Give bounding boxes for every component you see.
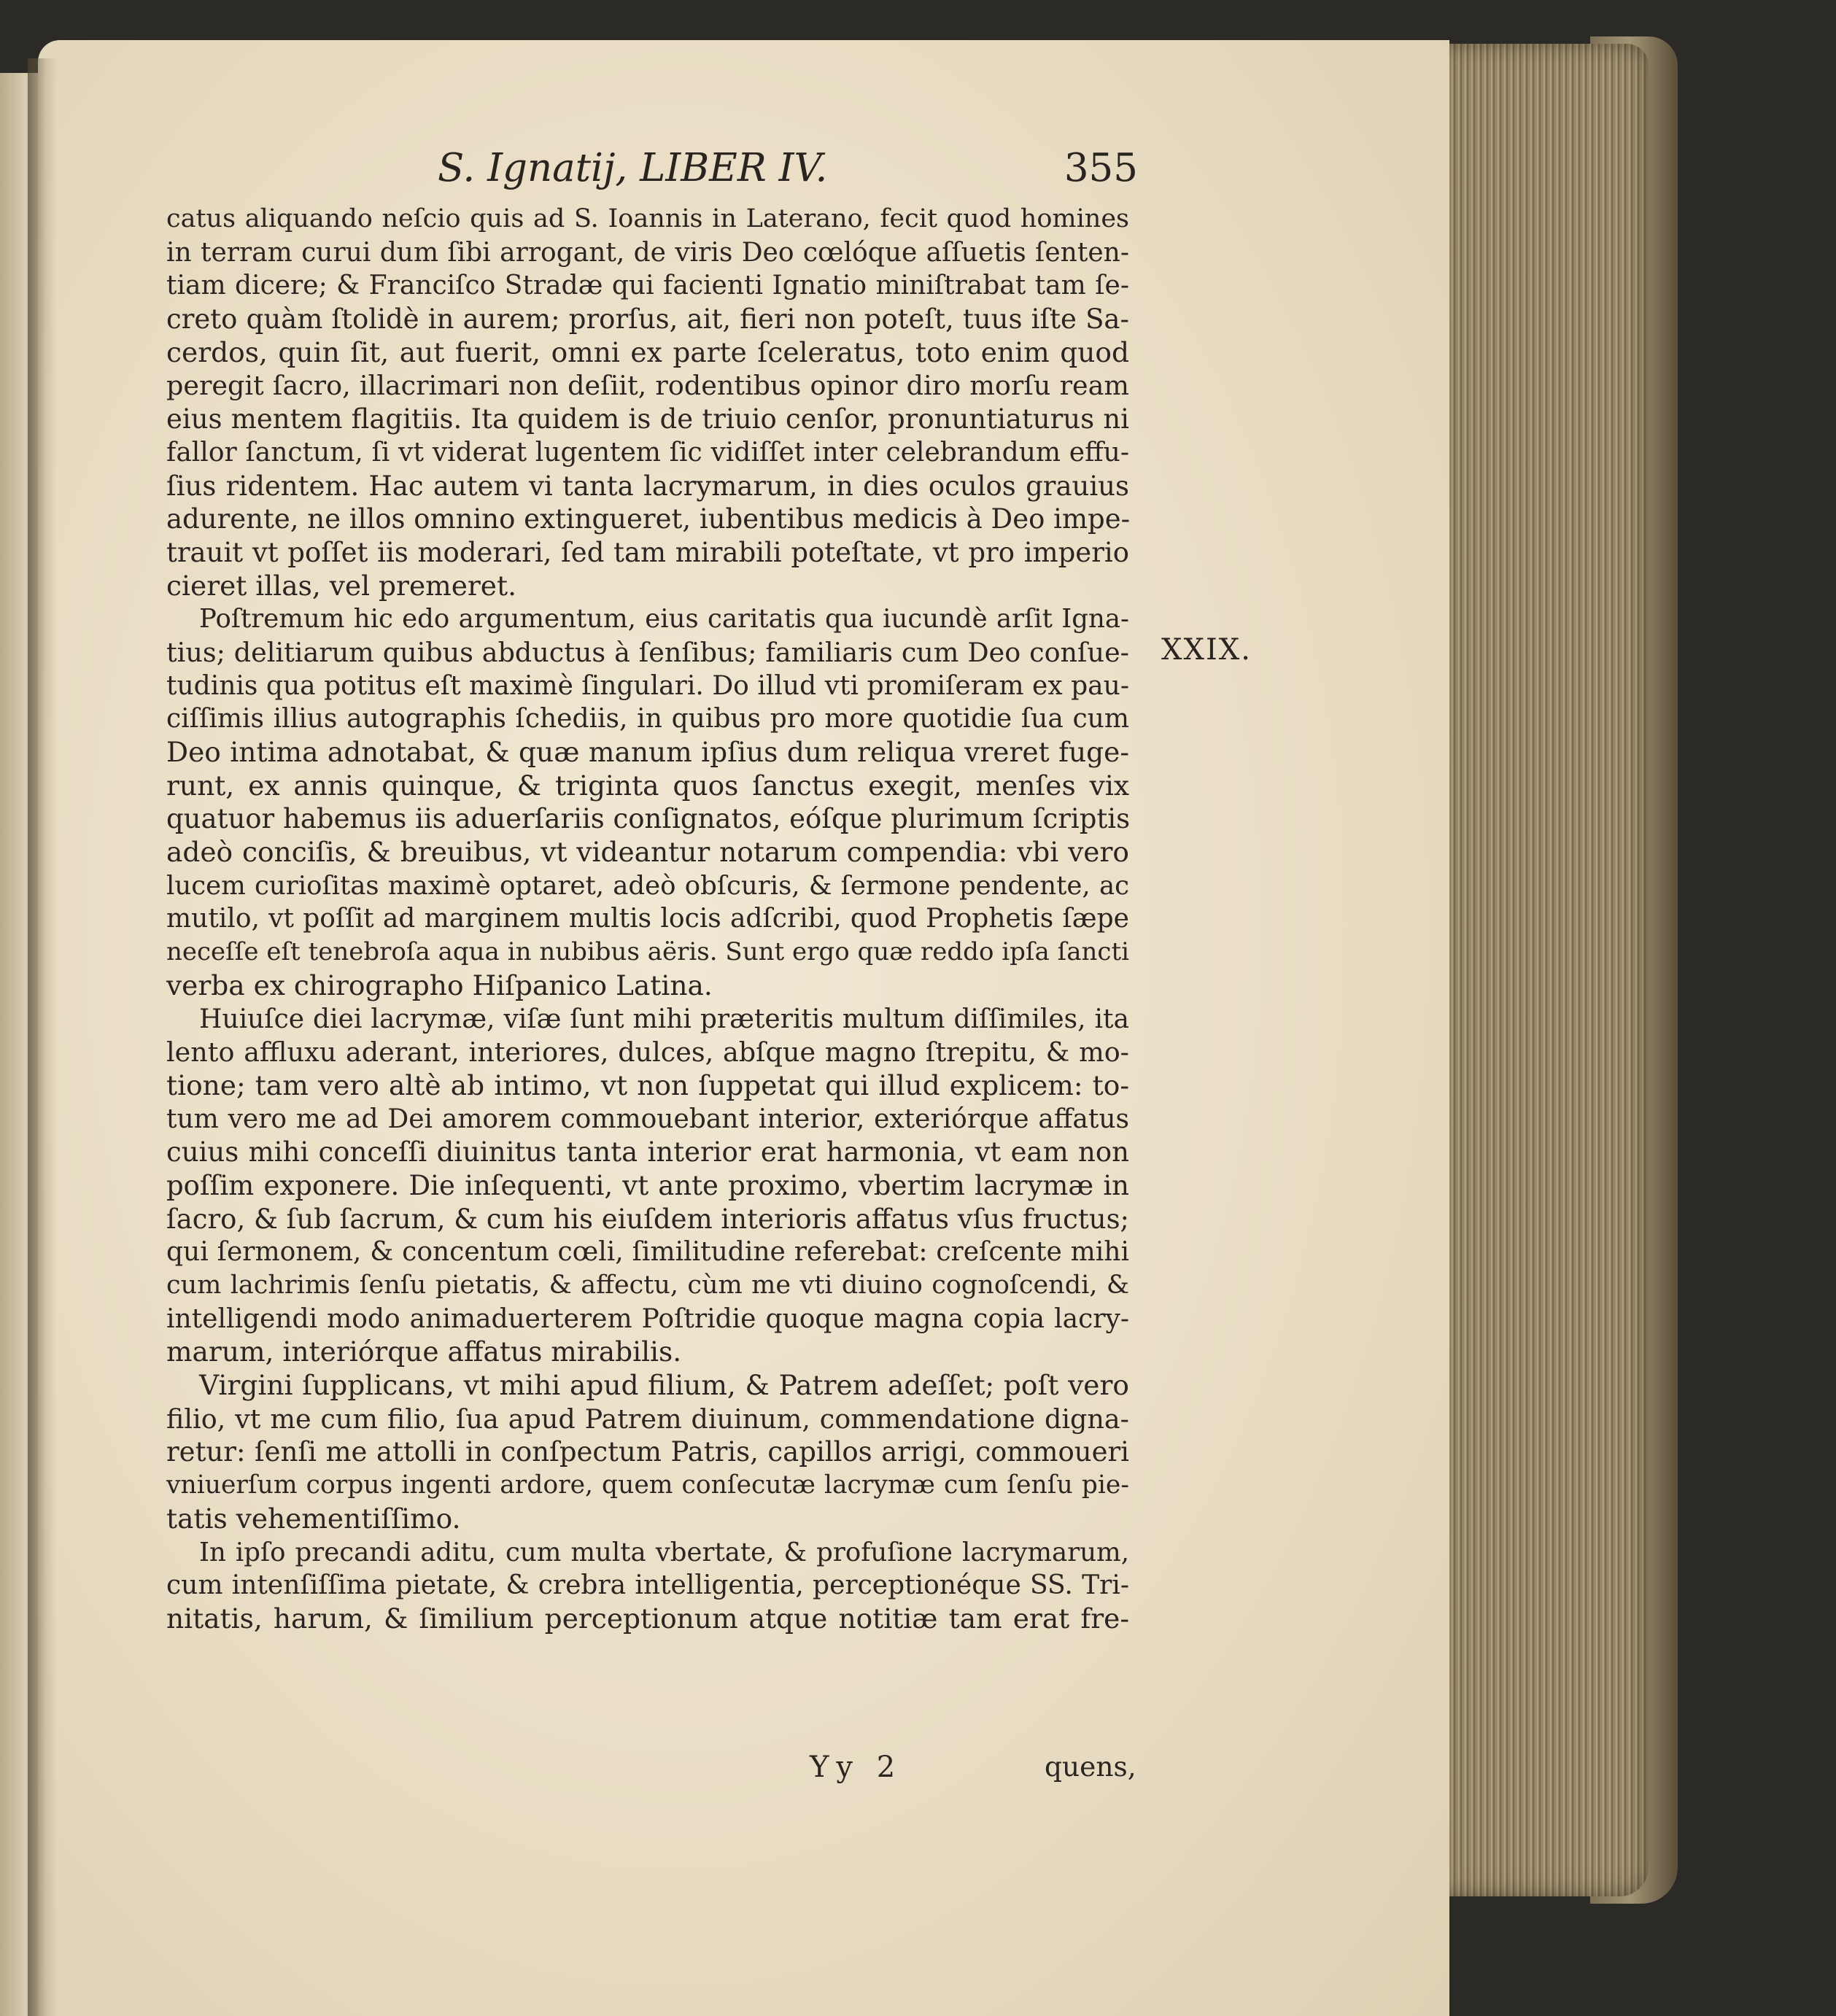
text-line: tum vero me ad Dei amorem commouebant interior, exteriórque affatus bbox=[166, 1104, 1129, 1134]
text-line: quatuor habemus iis aduerſariis conſignatos, eóſque plurimum ſcriptis bbox=[166, 803, 1131, 835]
text-line: tiam dicere; & Franciſco Stradæ qui facienti Ignatio miniſtrabat tam ſe- bbox=[166, 271, 1129, 301]
text-line: filio, vt me cum filio, ſua apud Patrem diuinum, commendatione digna- bbox=[166, 1403, 1129, 1435]
text-line: creto quàm ſtolidè in aurem; prorſus, ait, fieri non poteſt, tuus iſte Sa- bbox=[166, 303, 1129, 336]
text-line: poſſim exponere. Die inſequenti, vt ante proximo, vbertim lacrymæ in bbox=[166, 1169, 1129, 1201]
text-line: qui ſermonem, & concentum cœli, ſimilitudine referebat: creſcente mihi bbox=[166, 1237, 1129, 1268]
text-line: cum intenſiſſima pietate, & crebra intelligentia, perceptionéque SS. Tri- bbox=[166, 1570, 1129, 1601]
text-line: in terram curui dum ſibi arrogant, de viris Deo cœlóque aſſuetis ſenten- bbox=[166, 237, 1129, 268]
text-line: intelligendi modo animaduerterem Poſtridie quoque magna copia lacry- bbox=[166, 1303, 1129, 1334]
text-line: adeò conciſis, & breuibus, vt videantur notarum compendia: vbi vero bbox=[166, 836, 1129, 869]
page-block-edges bbox=[1437, 44, 1649, 1896]
text-line: cieret illas, vel premeret. bbox=[166, 569, 516, 602]
text-line: cum lachrimis ſenſu pietatis, & affectu, cùm me vti diuino cognoſcendi, & bbox=[166, 1271, 1129, 1300]
text-line: adurente, ne illos omnino extingueret, iubentibus medicis à Deo impe- bbox=[166, 503, 1131, 535]
page-number: 355 bbox=[1064, 146, 1138, 190]
catchword: quens, bbox=[1045, 1751, 1136, 1783]
text-line: tudinis qua potitus eſt maximè ſingulari. Do illud vti promiſeram ex pau- bbox=[166, 670, 1129, 701]
text-line: lento affluxu aderant, interiores, dulces, abſque magno ſtrepitu, & mo- bbox=[166, 1036, 1129, 1069]
text-line: Virgini ſupplicans, vt mihi apud filium, & Patrem adeſſet; poſt vero bbox=[199, 1369, 1129, 1402]
text-line: fallor ſanctum, ſi vt viderat lugentem ſic vidiſſet inter celebrandum effu- bbox=[166, 437, 1129, 468]
text-line: ſius ridentem. Hac autem vi tanta lacrymarum, in dies oculos grauius bbox=[166, 470, 1129, 502]
text-line: tione; tam vero altè ab intimo, vt non ſuppetat qui illud explicem: to- bbox=[166, 1069, 1129, 1101]
text-line: mutilo, vt poſſit ad marginem multis locis adſcribi, quod Prophetis ſæpe bbox=[166, 904, 1129, 934]
text-line: ciſſimis illius autographis ſchediis, in quibus pro more quotidie ſua cum bbox=[166, 704, 1129, 734]
text-line: cerdos, quin ſit, aut fuerit, omni ex parte ſceleratus, toto enim quod bbox=[166, 336, 1129, 368]
text-line: trauit vt poſſet iis moderari, ſed tam mirabili poteſtate, vt pro imperio bbox=[166, 536, 1129, 568]
text-line: eius mentem flagitiis. Ita quidem is de triuio cenſor, pronuntiaturus ni bbox=[166, 403, 1129, 435]
text-line: tius; delitiarum quibus abductus à ſenſibus; familiaris cum Deo conſue- bbox=[166, 636, 1129, 668]
text-line: catus aliquando neſcio quis ad S. Ioannis in Laterano, fecit quod homines bbox=[166, 204, 1129, 233]
text-line: neceſſe eſt tenebroſa aqua in nubibus aëris. Sunt ergo quæ reddo ipſa ſancti bbox=[166, 937, 1129, 967]
text-line: retur: ſenſi me attolli in conſpectum Patris, capillos arrigi, commoueri bbox=[166, 1436, 1129, 1468]
text-line: verba ex chirographo Hiſpanico Latina. bbox=[166, 969, 713, 1001]
text-line: nitatis, harum, & ſimilium perceptionum atque notitiæ tam erat fre- bbox=[166, 1602, 1129, 1635]
gutter-shadow bbox=[28, 58, 57, 2016]
text-line: cuius mihi conceſſi diuinitus tanta interior erat harmonia, vt eam non bbox=[166, 1136, 1129, 1168]
text-line: vniuerſum corpus ingenti ardore, quem conſecutæ lacrymæ cum ſenſu pie- bbox=[166, 1470, 1129, 1500]
text-line: runt, ex annis quinque, & triginta quos ſanctus exegit, menſes vix bbox=[166, 769, 1129, 802]
text-line: ſacro, & ſub ſacrum, & cum his eiuſdem interioris affatus vſus fructus; bbox=[166, 1203, 1130, 1235]
text-line: Poſtremum hic edo argumentum, eius caritatis qua iucundè arſit Igna- bbox=[199, 604, 1129, 635]
text-line: peregit ſacro, illacrimari non deſiit, rodentibus opinor diro morſu ream bbox=[166, 370, 1129, 402]
running-title: S. Ignatij, LIBER IV. bbox=[438, 146, 828, 190]
text-line: Deo intima adnotabat, & quæ manum ipſius dum reliqua vreret fuge- bbox=[166, 736, 1129, 768]
text-line: Huiuſce diei lacrymæ, viſæ ſunt mihi præteritis multum diſſimiles, ita bbox=[199, 1004, 1129, 1034]
text-line: marum, interiórque affatus mirabilis. bbox=[166, 1335, 682, 1368]
text-line: In ipſo precandi aditu, cum multa vbertate, & profuſione lacrymarum, bbox=[199, 1537, 1129, 1567]
body-text bbox=[166, 203, 1129, 1636]
margin-note: XXIX. bbox=[1161, 633, 1252, 667]
text-line: tatis vehementiſſimo. bbox=[166, 1502, 461, 1535]
running-header bbox=[438, 146, 1138, 204]
text-line: lucem curioſitas maximè optaret, adeò obſcuris, & ſermone pendente, ac bbox=[166, 870, 1129, 901]
signature-mark: Yy 2 bbox=[810, 1751, 903, 1784]
